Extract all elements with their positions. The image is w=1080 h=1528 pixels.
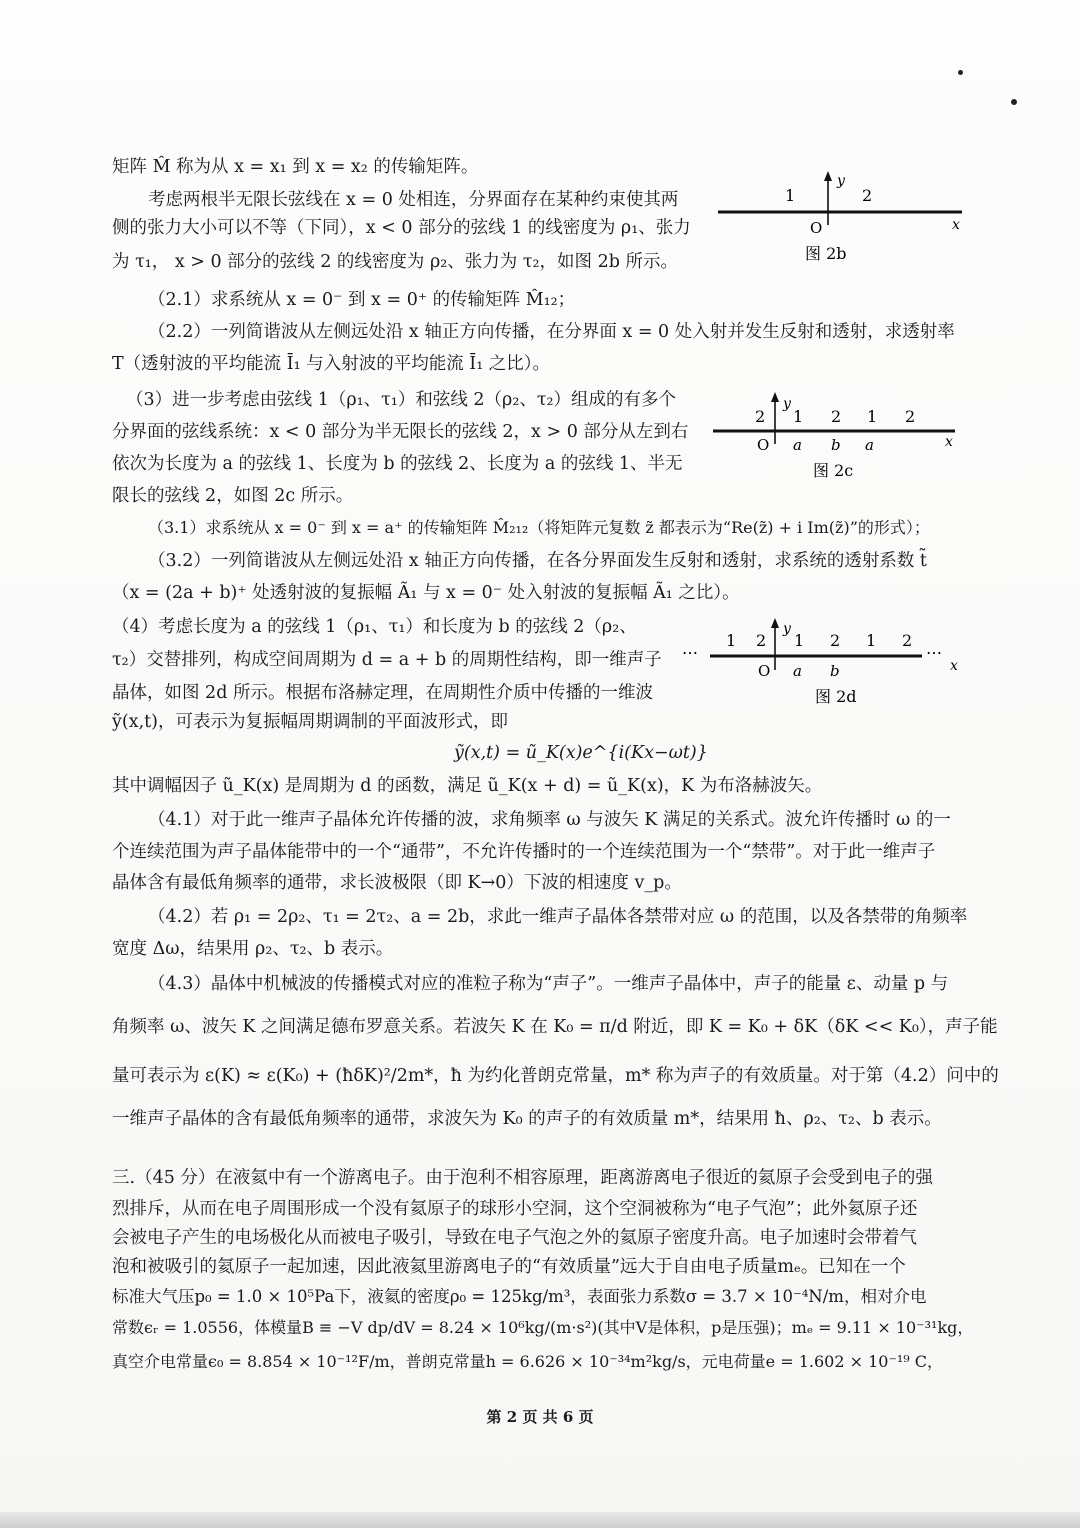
- segment-label: b: [830, 662, 840, 680]
- text-line: 宽度 Δω，结果用 ρ₂、τ₂、b 表示。: [112, 939, 394, 959]
- text-line: 其中调幅因子 ũ_K(x) 是周期为 d 的函数，满足 ũ_K(x + d) = ũ_K(x)，K 为布洛赫波矢。: [112, 776, 823, 796]
- text-line: （x = (2a + b)⁺ 处透射波的复振幅 Ã₁ 与 x = 0⁻ 处入射波的复振幅 Ã₁ 之比）。: [112, 583, 740, 603]
- figure-caption: 图 2b: [805, 244, 847, 263]
- string-label: 1: [867, 407, 878, 426]
- figure-2c-drawing: [705, 388, 975, 488]
- text-line: 角频率 ω、波矢 K 之间满足德布罗意关系。若波矢 K 在 K₀ = π/d 附近，即 K = K₀ + δK（δK << K₀），声子能: [112, 1017, 998, 1037]
- y-axis-arrow-icon: [771, 392, 779, 402]
- text-line: （4）考虑长度为 a 的弦线 1（ρ₁、τ₁）和长度为 b 的弦线 2（ρ₂、: [112, 617, 637, 637]
- text-line: 侧的张力大小可以不等（下同），x < 0 部分的弦线 1 的线密度为 ρ₁、张力: [112, 218, 691, 238]
- scan-speck: [958, 70, 963, 75]
- text-line: 分界面的弦线系统：x < 0 部分为半无限长的弦线 2，x > 0 部分从左到右: [112, 422, 689, 442]
- y-axis-arrow-icon: [771, 618, 779, 628]
- scan-bottom-edge: [0, 1512, 1080, 1528]
- bloch-formula: ỹ(x,t) = ũ_K(x)e^{i(Kx−ωt)}: [454, 743, 708, 763]
- string-label: 2: [902, 631, 913, 650]
- string-label: 1: [785, 186, 796, 205]
- figure-2b: [710, 165, 980, 275]
- text-line: （4.2）若 ρ₁ = 2ρ₂、τ₁ = 2τ₂、a = 2b，求此一维声子晶体各禁带对应 ω 的范围，以及各禁带的角频率: [148, 907, 968, 927]
- text-line: 三.（45 分）在液氦中有一个游离电子。由于泡利不相容原理，距离游离电子很近的氦原子会受到电子的强: [112, 1168, 933, 1188]
- string-label: 2: [756, 631, 767, 650]
- string-label: 2: [830, 631, 841, 650]
- text-line: 真空介电常量ϵ₀ = 8.854 × 10⁻¹²F/m，普朗克常量h = 6.626 × 10⁻³⁴m²kg/s，元电荷量e = 1.602 × 10⁻¹⁹ C，: [112, 1352, 944, 1371]
- figure-2d: [680, 614, 970, 714]
- text-line: （2.1）求系统从 x = 0⁻ 到 x = 0⁺ 的传输矩阵 M̂₁₂；: [148, 290, 576, 310]
- text-line: T（透射波的平均能流 Ī₁ 与入射波的平均能流 Ī₁ 之比）。: [112, 354, 551, 374]
- axis-label-y: y: [783, 396, 791, 412]
- text-line: （4.1）对于此一维声子晶体允许传播的波，求角频率 ω 与波矢 K 满足的关系式。波允许传播时 ω 的一: [148, 810, 951, 830]
- text-line: 限长的弦线 2，如图 2c 所示。: [112, 486, 354, 506]
- page-footer: 第 2 页 共 6 页: [486, 1408, 594, 1426]
- text-line: 常数ϵᵣ = 1.0556，体模量B ≡ −V dp/dV = 8.24 × 10⁶kg/(m·s²)(其中V是体积，p是压强)；mₑ = 9.11 × 10⁻³¹kg，: [112, 1318, 974, 1337]
- text-line: 依次为长度为 a 的弦线 1、长度为 b 的弦线 2、长度为 a 的弦线 1、半无: [112, 454, 683, 474]
- figure-caption: 图 2d: [815, 687, 857, 706]
- axis-label-x: x: [950, 658, 958, 674]
- text-line: 晶体，如图 2d 所示。根据布洛赫定理，在周期性介质中传播的一维波: [112, 683, 653, 703]
- origin-label: O: [810, 219, 823, 237]
- text-line: 泡和被吸引的氦原子一起加速，因此液氦里游离电子的“有效质量”远大于自由电子质量mₑ。已知在一个: [112, 1257, 906, 1277]
- text-line: 矩阵 M̂ 称为从 x = x₁ 到 x = x₂ 的传输矩阵。: [112, 157, 479, 177]
- text-line: （3.1）求系统从 x = 0⁻ 到 x = a⁺ 的传输矩阵 M̂₂₁₂（将矩阵元复数 z̃ 都表示为“Re(z̃) + i Im(z̃)”的形式）；: [148, 518, 930, 537]
- origin-label: O: [758, 662, 771, 680]
- string-label: 2: [755, 407, 766, 426]
- axis-label-x: x: [945, 434, 953, 450]
- string-label: 1: [866, 631, 877, 650]
- figure-caption: 图 2c: [813, 461, 854, 480]
- string-label: 1: [793, 407, 804, 426]
- ellipsis-right: …: [926, 639, 942, 658]
- text-line: （3.2）一列简谐波从左侧远处沿 x 轴正方向传播，在各分界面发生反射和透射，求系统的透射系数 t̃: [148, 551, 927, 571]
- text-line: 个连续范围为声子晶体能带中的一个“通带”，不允许传播时的一个连续范围为一个“禁带”。对于此一维声子: [112, 842, 936, 862]
- axis-label-y: y: [783, 621, 791, 637]
- string-label: 2: [831, 407, 842, 426]
- segment-label: b: [831, 436, 841, 454]
- figure-2d-drawing: [680, 614, 970, 714]
- text-line: 晶体含有最低角频率的通带，求长波极限（即 K→0）下波的相速度 v_p。: [112, 873, 682, 893]
- ellipsis-left: …: [682, 639, 698, 658]
- string-label: 1: [726, 631, 737, 650]
- text-line: （3）进一步考虑由弦线 1（ρ₁、τ₁）和弦线 2（ρ₂、τ₂）组成的有多个: [126, 390, 677, 410]
- text-line: （4.3）晶体中机械波的传播模式对应的准粒子称为“声子”。一维声子晶体中，声子的能量 ε、动量 p 与: [148, 974, 949, 994]
- text-line: 烈排斥，从而在电子周围形成一个没有氦原子的球形小空洞，这个空洞被称为“电子气泡”；此外氦原子还: [112, 1199, 918, 1219]
- text-line: （2.2）一列简谐波从左侧远处沿 x 轴正方向传播，在分界面 x = 0 处入射并发生反射和透射，求透射率: [148, 322, 955, 342]
- text-line: 一维声子晶体的含有最低角频率的通带，求波矢为 K₀ 的声子的有效质量 m*，结果用 ħ、ρ₂、τ₂、b 表示。: [112, 1109, 942, 1129]
- string-label: 2: [862, 186, 873, 205]
- segment-label: a: [793, 436, 802, 454]
- text-line: τ₂）交替排列，构成空间周期为 d = a + b 的周期性结构，即一维声子: [112, 650, 662, 670]
- text-line: 量可表示为 ε(K) ≈ ε(K₀) + (ħδK)²/2m*，ħ 为约化普朗克常量，m* 称为声子的有效质量。对于第（4.2）问中的: [112, 1066, 999, 1086]
- text-line: 考虑两根半无限长弦线在 x = 0 处相连，分界面存在某种约束使其两: [148, 190, 679, 210]
- string-label: 1: [794, 631, 805, 650]
- segment-label: a: [793, 662, 802, 680]
- axis-label-y: y: [837, 173, 845, 189]
- text-line: 会被电子产生的电场极化从而被电子吸引，导致在电子气泡之外的氦原子密度升高。电子加速时会带着气: [112, 1228, 917, 1248]
- segment-label: a: [865, 436, 874, 454]
- text-line: 为 τ₁， x > 0 部分的弦线 2 的线密度为 ρ₂、张力为 τ₂，如图 2b 所示。: [112, 252, 679, 272]
- text-line: 标准大气压p₀ = 1.0 × 10⁵Pa下，液氦的密度ρ₀ = 125kg/m³，表面张力系数σ = 3.7 × 10⁻⁴N/m，相对介电: [112, 1287, 927, 1306]
- text-line: ỹ(x,t)，可表示为复振幅周期调制的平面波形式，即: [112, 712, 509, 732]
- y-axis-arrow-icon: [824, 171, 832, 181]
- scan-speck: [1011, 99, 1017, 105]
- axis-label-x: x: [952, 217, 960, 233]
- figure-2b-drawing: [710, 165, 980, 275]
- string-label: 2: [905, 407, 916, 426]
- figure-2c: [705, 388, 975, 488]
- origin-label: O: [757, 436, 770, 454]
